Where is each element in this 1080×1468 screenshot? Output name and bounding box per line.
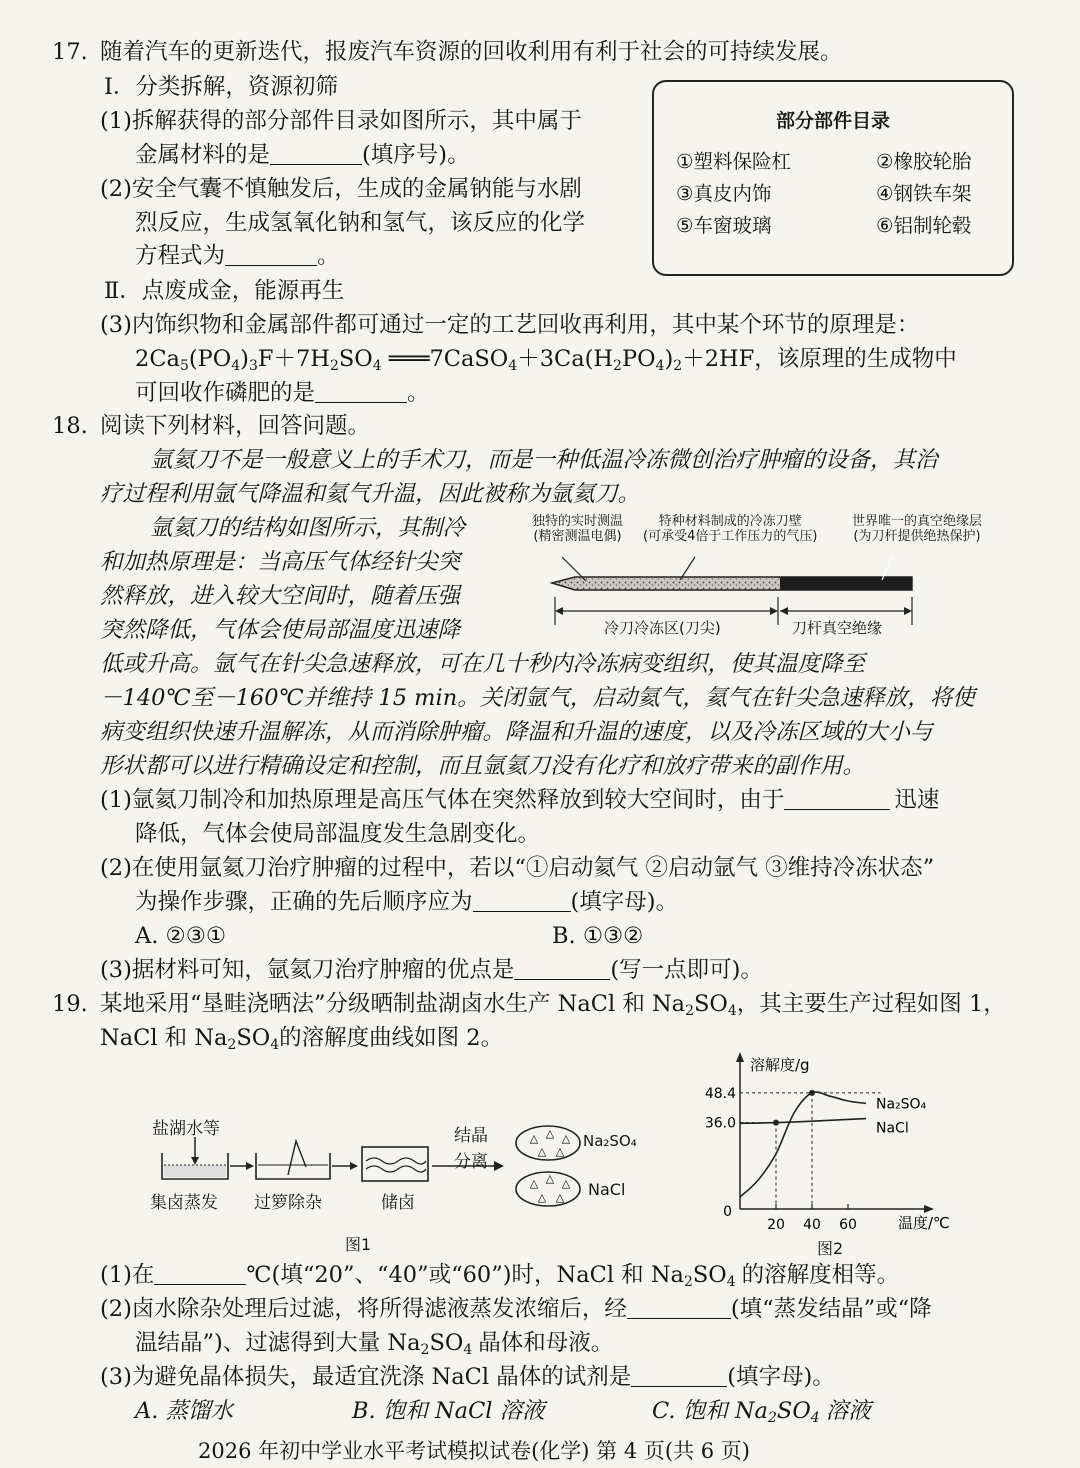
series-label-na2so4: Na₂SO₄ <box>876 1096 927 1113</box>
intersection-point <box>773 1120 779 1126</box>
catalog-item-2: ②橡胶轮胎 <box>876 150 972 173</box>
q18-number: 18. <box>52 413 88 439</box>
catalog-item-5: ⑤车窗玻璃 <box>676 214 772 237</box>
q17-sub3-line1: (3)内饰织物和金属部件都可通过一定的工艺回收再利用，其中某个环节的原理是： <box>100 312 920 338</box>
fig1-step3-label: 储卤 <box>381 1193 415 1213</box>
x-tick-40: 40 <box>803 1217 821 1233</box>
probe-label-1: 独特的实时测温 (精密测温电偶) <box>532 514 624 544</box>
q17-sub2-line1: (2)安全气囊不慎触发后，生成的金属钠能与水剧 <box>100 176 582 202</box>
q18-material-line6: 突然降低，气体会使局部温度迅速降 <box>100 617 461 643</box>
q19-sub2-line1: (2)卤水除杂处理后过滤，将所得滤液蒸发浓缩后，经 (填“蒸发结晶”或“降 <box>100 1296 932 1322</box>
x-axis-label: 温度/℃ <box>898 1214 950 1232</box>
fig1-source-label: 盐湖水等 <box>152 1119 220 1139</box>
probe-label-2: 特种材料制成的冷冻刀壁 (可承受4倍于工作压力的气压) <box>643 514 818 544</box>
fig2-caption: 图2 <box>817 1239 844 1258</box>
x-tick-0: 0 <box>723 1204 732 1220</box>
q17-stem: 随着汽车的更新迭代，报废汽车资源的回收利用有利于社会的可持续发展。 <box>100 39 843 65</box>
svg-text:△: △ <box>561 1132 571 1145</box>
x-tick-60: 60 <box>839 1217 857 1233</box>
q18-material-line7: 低或升高。氩气在针尖急速释放，可在几十秒内冷冻病变组织，使其温度降至 <box>100 651 866 677</box>
q17-sub1-line1: (1)拆解获得的部分部件目录如图所示，其中属于 <box>100 108 582 134</box>
q17-sub2-line3: 方程式为 。 <box>135 243 340 269</box>
probe-label-3: 世界唯一的真空绝缘层 (为刀杆提供绝热保护) <box>852 514 983 544</box>
brine-fill <box>164 1165 226 1177</box>
q19-stem-line2: NaCl 和 $Na_2SO_4$的溶解度曲线如图 2。 <box>100 1025 504 1053</box>
svg-text:△: △ <box>545 1172 555 1185</box>
q19-number: 19. <box>52 991 88 1017</box>
y-tick-36.0: 36.0 <box>704 1115 736 1132</box>
probe-insulated-handle <box>780 577 912 590</box>
catalog-item-3: ③真皮内饰 <box>676 182 772 205</box>
svg-text:△: △ <box>537 1191 547 1204</box>
q19-sub1-blank[interactable] <box>154 1264 246 1285</box>
svg-text:△: △ <box>561 1177 571 1190</box>
svg-text:△: △ <box>529 1177 539 1190</box>
q18-material-line9: 病变组织快速升温解冻，从而消除肿瘤。降温和升温的速度，以及冷冻区域的大小与 <box>100 719 933 745</box>
q18-sub1-blank[interactable] <box>784 789 890 810</box>
q17-sub3-blank[interactable] <box>315 382 407 403</box>
q17-number: 17. <box>52 39 88 65</box>
y-axis-label: 溶解度/g <box>750 1056 810 1074</box>
svg-text:△: △ <box>555 1145 565 1158</box>
catalog-item-1: ①塑料保险杠 <box>676 150 791 173</box>
series-label-nacl: NaCl <box>876 1120 909 1137</box>
fig1-arrow-bottom-label: 分离 <box>454 1152 488 1172</box>
q19-stem-line1: 某地采用“垦畦浇晒法”分级晒制盐湖卤水生产 NaCl 和 $Na_2SO_4$，其主要生产过程如图 1， <box>100 991 1006 1019</box>
catalog-item-6: ⑥铝制轮毂 <box>876 214 972 237</box>
q18-material-line3: 氩氦刀的结构如图所示，其制冷 <box>150 515 466 541</box>
fig1-arrow-top-label: 结晶 <box>454 1126 488 1146</box>
y-tick-48.4: 48.4 <box>704 1085 736 1102</box>
q17-part1-title: Ⅰ．分类拆解，资源初筛 <box>104 74 338 100</box>
q19-sub2-blank[interactable] <box>627 1298 731 1319</box>
q18-material-line2: 疗过程利用氩气降温和氦气升温，因此被称为氩氦刀。 <box>100 481 641 507</box>
q17-sub3-equation-line: $2Ca_5(PO_4)_3F+7H_2SO_4$ $═══7CaSO_4+3Ca(H_2PO_4)_2+2HF$，该原理的生成物中 <box>135 346 957 374</box>
fig1-product-nacl: NaCl <box>588 1180 626 1199</box>
q18-sub2-blank[interactable] <box>473 891 571 912</box>
q18-option-b[interactable]: B. ①③② <box>552 923 644 949</box>
q19-sub2-line2: 温结晶”)、过滤得到大量 $Na_2SO_4$ 晶体和母液。 <box>135 1330 614 1358</box>
x-tick-20: 20 <box>767 1217 785 1233</box>
q17-sub3-line3: 可回收作磷肥的是 。 <box>135 380 430 406</box>
q18-sub2-line2: 为操作步骤，正确的先后顺序应为 (填字母)。 <box>135 889 679 915</box>
q17-sub1-line2: 金属材料的是 (填序号)。 <box>135 142 470 168</box>
filter-pond <box>256 1153 330 1179</box>
q18-sub1-line2: 降低，气体会使局部温度发生急剧变化。 <box>135 821 541 847</box>
fig1-product-na2so4: Na₂SO₄ <box>583 1132 637 1150</box>
q18-material-line5: 然释放，进入较大空间时，随着压强 <box>100 583 461 609</box>
parts-catalog-box <box>652 80 1014 276</box>
series-line-na2so4 <box>740 1092 866 1197</box>
parts-catalog-title: 部分部件目录 <box>775 110 890 132</box>
q18-material-line10: 形状都可以进行精确设定和控制，而且氩氦刀没有化疗和放疗带来的副作用。 <box>100 753 866 779</box>
svg-text:△: △ <box>529 1132 539 1145</box>
q17-sub2-line2: 烈反应，生成氢氧化钠和氢气，该反应的化学 <box>135 210 586 236</box>
fig1-caption: 图1 <box>345 1235 372 1254</box>
zone-freeze-label: 冷刀冷冻区(刀尖) <box>604 619 721 637</box>
svg-text:△: △ <box>555 1191 565 1204</box>
fig1-step2-label: 过箩除杂 <box>254 1193 322 1213</box>
q18-material-line4: 和加热原理是：当高压气体经针尖突 <box>100 549 461 575</box>
q19-option-b[interactable]: B. 饱和 NaCl 溶液 <box>352 1398 545 1424</box>
q18-stem: 阅读下列材料，回答问题。 <box>100 413 371 439</box>
q18-sub3: (3)据材料可知，氩氦刀治疗肿瘤的优点是 (写一点即可)。 <box>100 957 763 983</box>
zone-insulation-label: 刀杆真空绝缘 <box>792 619 883 637</box>
q19-option-a[interactable]: A. 蒸馏水 <box>135 1398 234 1424</box>
page-footer: 2026 年初中学业水平考试模拟试卷(化学) 第 4 页(共 6 页) <box>198 1439 750 1463</box>
q19-sub1: (1)在 ℃(填“20”、“40”或“60”)时，NaCl 和 $Na_2SO_4$ 的溶解度相等。 <box>100 1262 900 1290</box>
q18-sub3-blank[interactable] <box>514 959 610 980</box>
q17-part2-title: Ⅱ．点废成金，能源再生 <box>104 278 345 304</box>
q19-sub3: (3)为避免晶体损失，最适宜洗涤 NaCl 晶体的试剂是 (填字母)。 <box>100 1364 835 1390</box>
filter-screen <box>288 1141 306 1175</box>
q17-sub2-blank[interactable] <box>225 245 317 266</box>
q19-option-c[interactable]: C. 饱和 $Na_2SO_4$ 溶液 <box>652 1398 871 1426</box>
svg-text:△: △ <box>545 1127 555 1140</box>
q17-sub1-blank[interactable] <box>270 144 362 165</box>
q18-material-line8: －140℃至－160℃并维持 15 min。关闭氩气，启动氦气，氦气在针尖急速释放，将使 <box>100 685 975 711</box>
fig1-step1-label: 集卤蒸发 <box>150 1193 218 1213</box>
q18-sub2-line1: (2)在使用氩氦刀治疗肿瘤的过程中，若以“①启动氦气 ②启动氩气 ③维持冷冻状态” <box>100 855 935 881</box>
q18-material-line1: 氩氦刀不是一般意义上的手术刀，而是一种低温冷冻微创治疗肿瘤的设备，其治 <box>150 447 938 473</box>
q19-sub3-blank[interactable] <box>631 1366 727 1387</box>
solubility-chart <box>690 1048 990 1238</box>
q18-sub1-line1: (1)氩氦刀制冷和加热原理是高压气体在突然释放到较大空间时，由于 迅速 <box>100 787 940 813</box>
catalog-item-4: ④钢铁车架 <box>876 182 972 205</box>
svg-text:△: △ <box>537 1145 547 1158</box>
chemical-equation: $2Ca_5(PO_4)_3F+7H_2SO_4$ $═══7CaSO_4+3Ca(H_2PO_4)_2+2HF$ <box>135 346 755 374</box>
q18-option-a[interactable]: A. ②③① <box>135 923 227 949</box>
